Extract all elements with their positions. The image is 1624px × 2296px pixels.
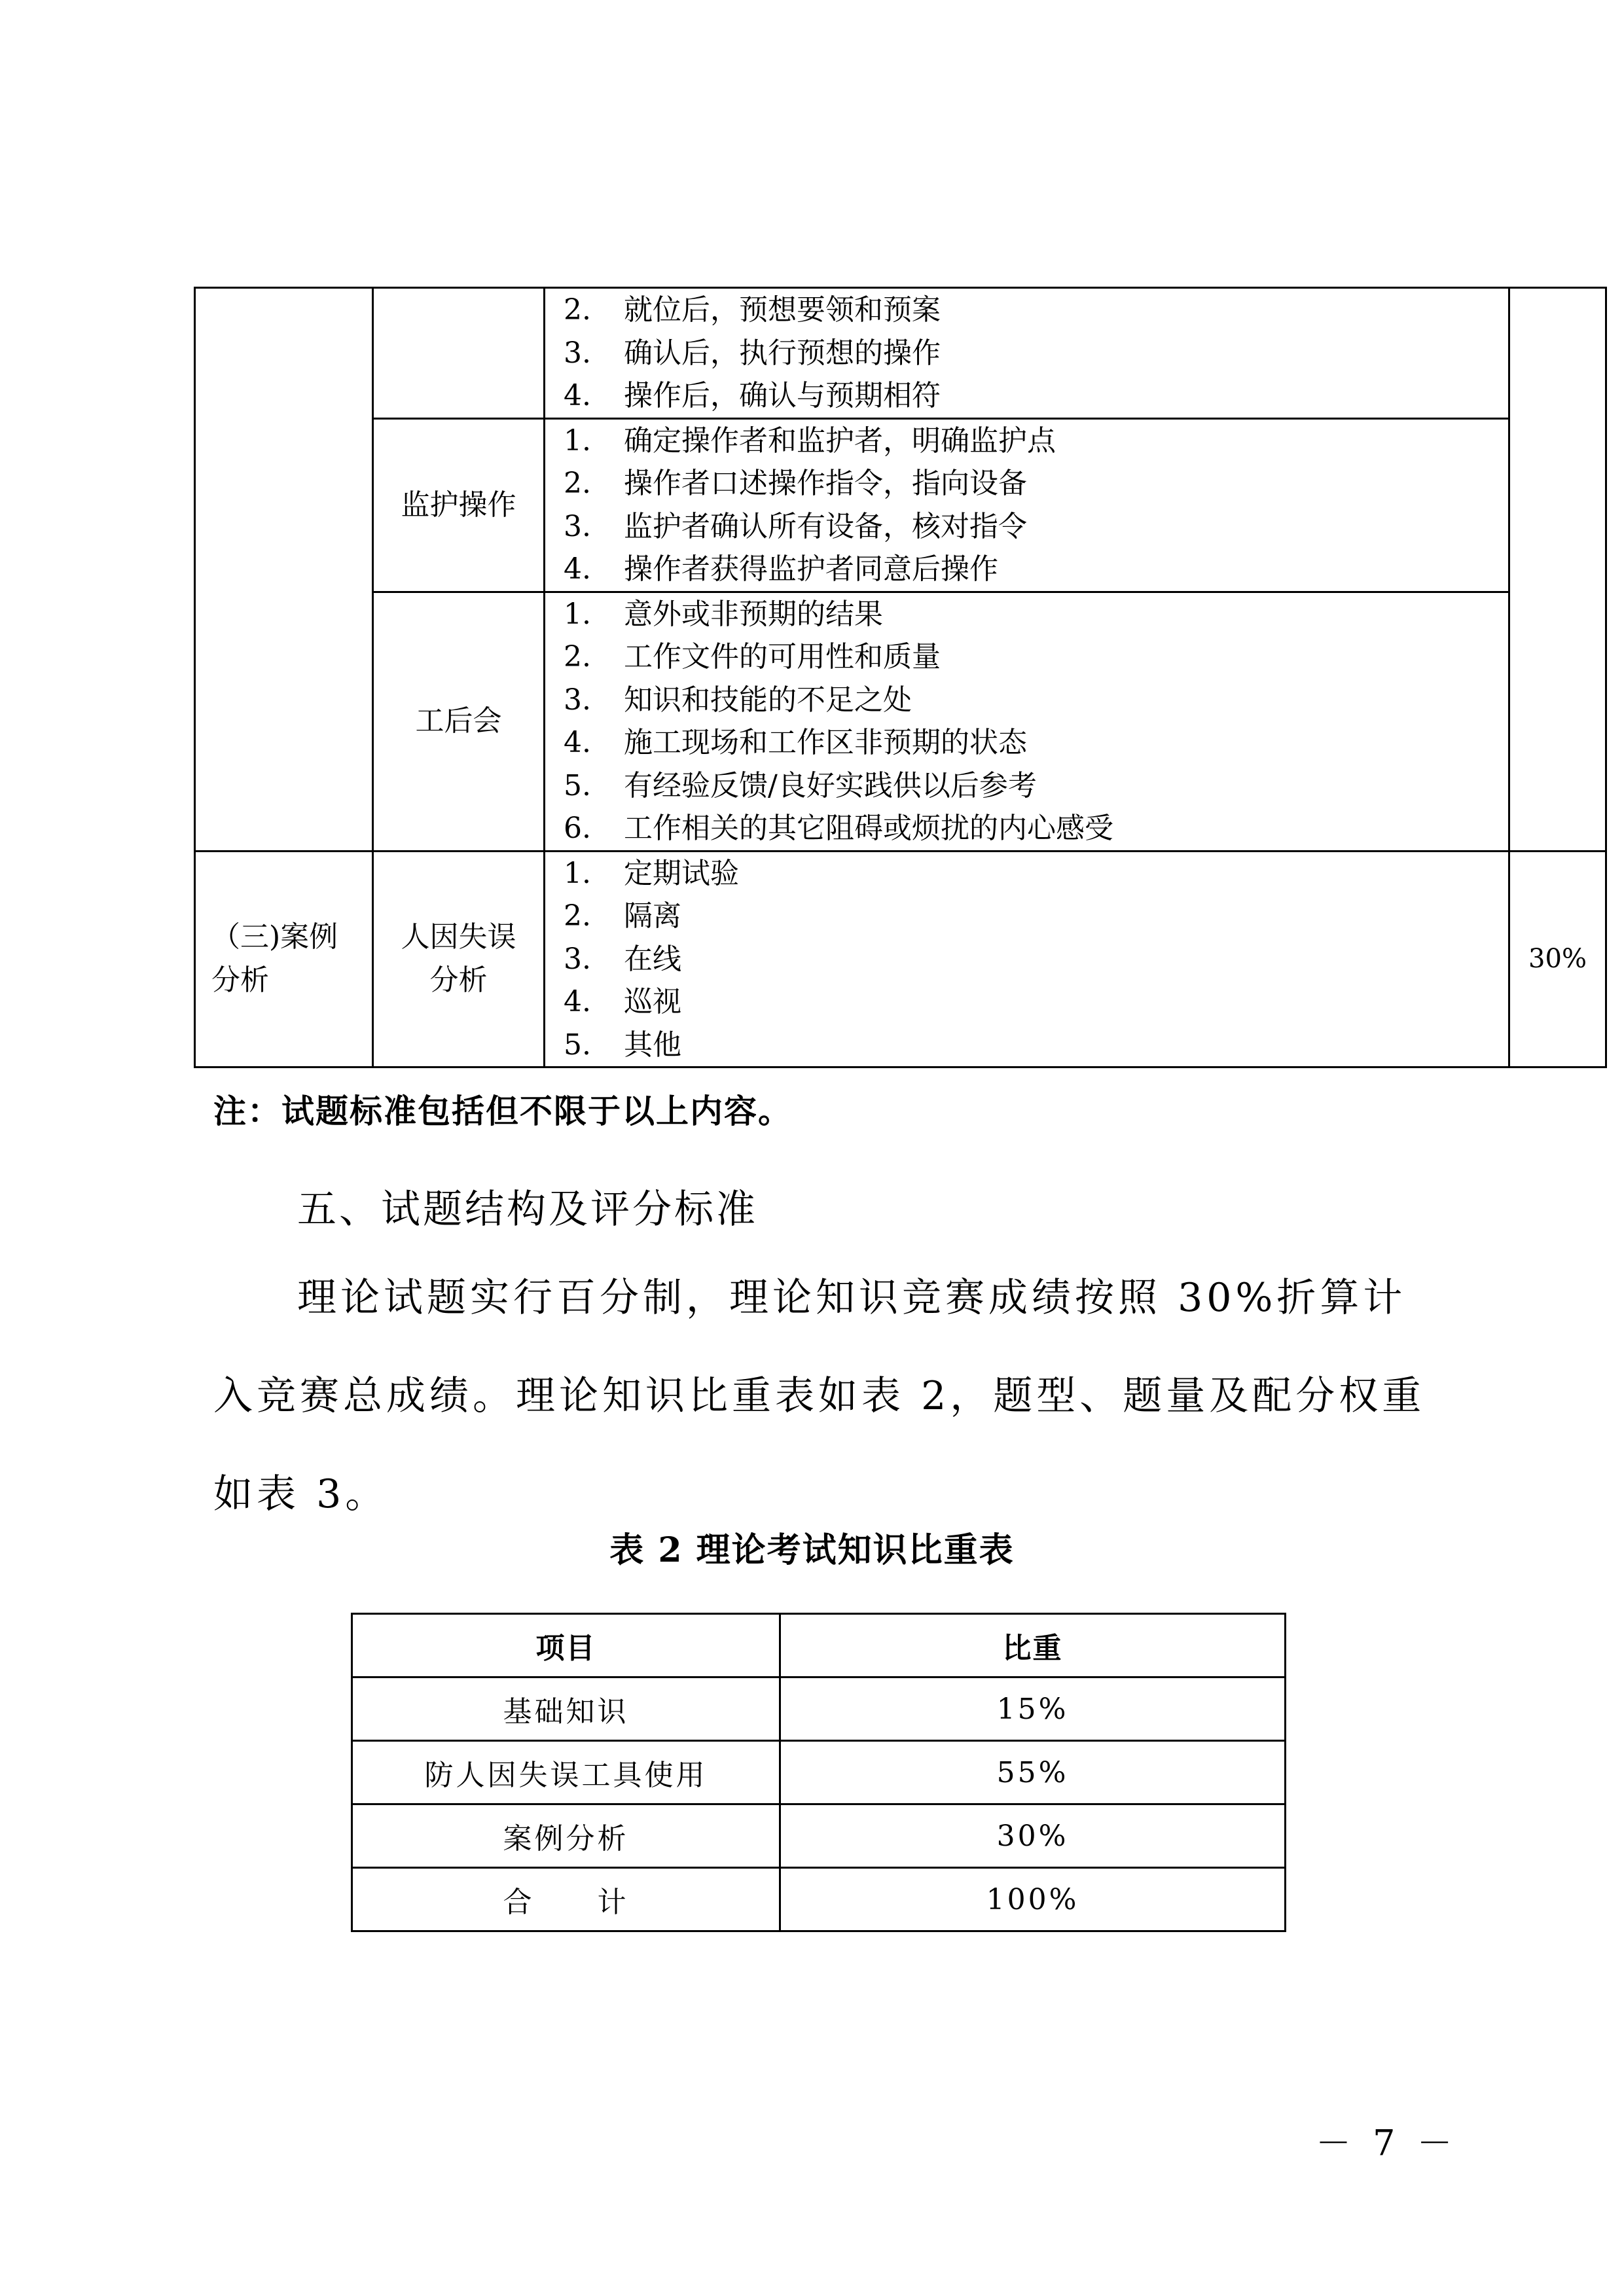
category-label-line: （三)案例 bbox=[211, 920, 338, 954]
items-cell bbox=[545, 288, 1509, 419]
subcategory-label-line: 人因失误 bbox=[401, 920, 516, 954]
weight-cell: 100% bbox=[780, 1868, 1286, 1931]
list-item: 4. 巡视 bbox=[564, 985, 681, 1018]
items-cell bbox=[545, 592, 1509, 851]
knowledge-weight-table bbox=[351, 1613, 1286, 1932]
subcategory-cell bbox=[373, 288, 545, 419]
body-paragraph: 理论试题实行百分制，理论知识竞赛成绩按照 30%折算计入竞赛总成绩。理论知识比重表如表 2，题型、题量及配分权重如表 3。 bbox=[213, 1275, 1426, 1517]
table-header-row bbox=[352, 1614, 1286, 1677]
list-item: 3. 知识和技能的不足之处 bbox=[564, 683, 912, 717]
category-cell bbox=[195, 851, 373, 1067]
list-item: 4. 施工现场和工作区非预期的状态 bbox=[564, 726, 1027, 759]
list-item: 3. 确认后，执行预想的操作 bbox=[564, 336, 941, 370]
list-item: 1. 确定操作者和监护者，明确监护点 bbox=[564, 423, 1056, 457]
subcategory-cell: 工后会 bbox=[373, 592, 545, 851]
list-item: 2. 隔离 bbox=[564, 899, 681, 933]
list-item: 2. 工作文件的可用性和质量 bbox=[564, 640, 941, 673]
weight-cell: 15% bbox=[780, 1677, 1286, 1741]
table-row bbox=[352, 1741, 1286, 1804]
item-cell: 合 计 bbox=[352, 1868, 780, 1931]
list-item: 5. 有经验反馈/良好实践供以后参考 bbox=[564, 768, 1037, 802]
table-row bbox=[352, 1804, 1286, 1868]
list-item: 4. 操作后，确认与预期相符 bbox=[564, 379, 941, 412]
category-label-line: 分析 bbox=[211, 963, 269, 997]
table-caption: 表 2 理论考试知识比重表 bbox=[609, 1530, 1015, 1570]
subcategory-cell bbox=[373, 851, 545, 1067]
table-row bbox=[352, 1868, 1286, 1931]
list-item: 5. 其他 bbox=[564, 1028, 681, 1062]
list-item: 1. 定期试验 bbox=[564, 856, 739, 890]
subcategory-label-line: 分析 bbox=[429, 963, 488, 997]
list-item: 2. 就位后，预想要领和预案 bbox=[564, 293, 941, 327]
category-cell bbox=[195, 288, 373, 852]
list-item: 6. 工作相关的其它阻碍或烦扰的内心感受 bbox=[564, 812, 1113, 845]
weight-cell bbox=[1509, 288, 1606, 852]
list-item: 3. 监护者确认所有设备，核对指令 bbox=[564, 509, 1027, 543]
items-cell bbox=[545, 418, 1509, 592]
subcategory-cell: 监护操作 bbox=[373, 418, 545, 592]
list-item: 1. 意外或非预期的结果 bbox=[564, 597, 883, 631]
items-cell bbox=[545, 851, 1509, 1067]
list-item: 2. 操作者口述操作指令，指向设备 bbox=[564, 467, 1027, 500]
column-header: 项目 bbox=[352, 1614, 780, 1677]
item-cell: 案例分析 bbox=[352, 1804, 780, 1868]
list-item: 3. 在线 bbox=[564, 942, 681, 976]
table-note: 注：试题标准包括但不限于以上内容。 bbox=[213, 1092, 792, 1130]
item-cell: 防人因失误工具使用 bbox=[352, 1741, 780, 1804]
section-heading: 五、试题结构及评分标准 bbox=[297, 1187, 758, 1232]
content-standards-table bbox=[194, 287, 1607, 1068]
item-cell: 基础知识 bbox=[352, 1677, 780, 1741]
table-row bbox=[195, 418, 1606, 592]
column-header: 比重 bbox=[780, 1614, 1286, 1677]
table-row bbox=[195, 288, 1606, 419]
weight-cell: 30% bbox=[1509, 851, 1606, 1067]
list-item: 4. 操作者获得监护者同意后操作 bbox=[564, 552, 998, 586]
page-number: － 7 － bbox=[1316, 2123, 1458, 2164]
table-row bbox=[352, 1677, 1286, 1741]
weight-cell: 30% bbox=[780, 1804, 1286, 1868]
weight-cell: 55% bbox=[780, 1741, 1286, 1804]
table-row bbox=[195, 851, 1606, 1067]
table-row bbox=[195, 592, 1606, 851]
